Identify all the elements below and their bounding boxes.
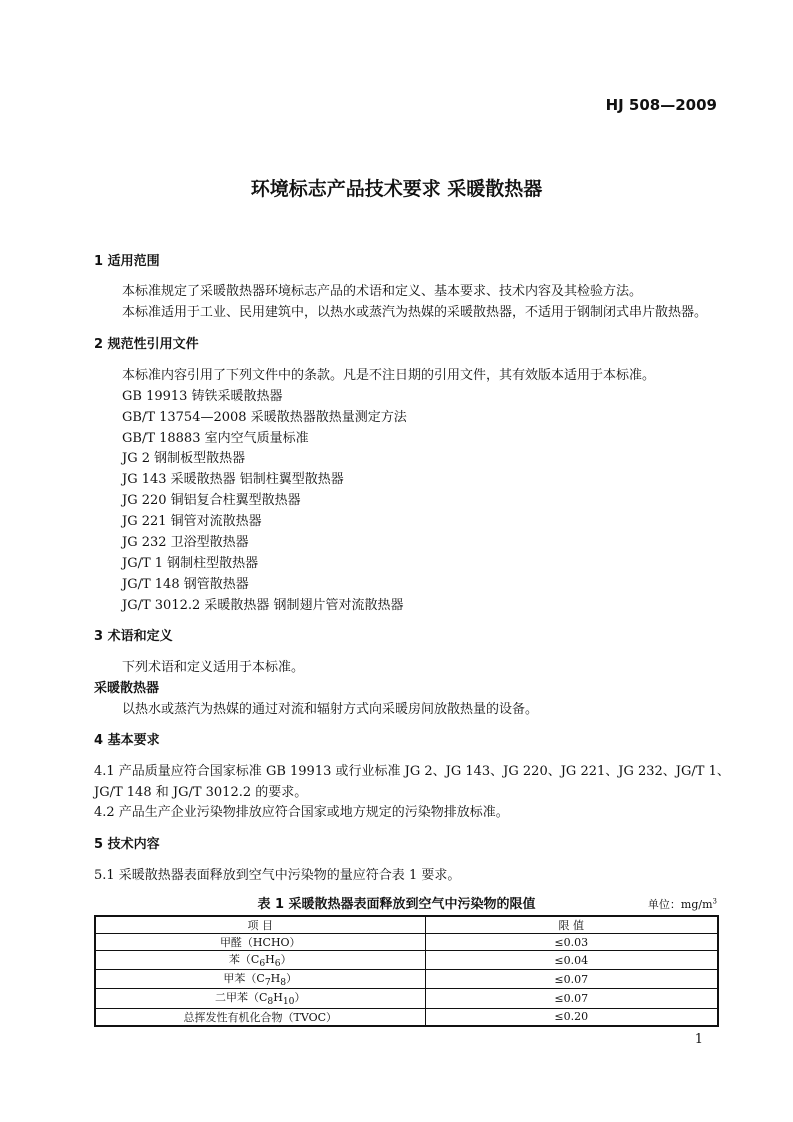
table-caption: 表 1 采暖散热器表面释放到空气中污染物的限值	[257, 897, 536, 912]
limit-value: ≤0.03	[425, 934, 718, 951]
limit-value: ≤0.20	[425, 1008, 718, 1026]
table-row	[95, 970, 718, 989]
limit-value: ≤0.04	[425, 951, 718, 970]
pollutant-name: 总挥发性有机化合物（TVOC）	[95, 1008, 425, 1026]
term-label: 采暖散热器	[94, 681, 160, 696]
reference-item: JG/T 148 钢管散热器	[122, 577, 249, 592]
clause-5-1: 5.1 采暖散热器表面释放到空气中污染物的量应符合表 1 要求。	[94, 868, 461, 883]
table-row	[95, 1008, 718, 1026]
reference-item: JG 143 采暖散热器 铝制柱翼型散热器	[122, 472, 344, 487]
document-code: HJ 508—2009	[605, 96, 717, 114]
section-1-paragraph-1: 本标准规定了采暖散热器环境标志产品的术语和定义、基本要求、技术内容及其检验方法。	[122, 284, 643, 299]
clause-4-1-line-1: 4.1 产品质量应符合国家标准 GB 19913 或行业标准 JG 2、JG 143、JG 220、JG 221、JG 232、JG/T 1、	[94, 764, 730, 779]
page-title: 环境标志产品技术要求 采暖散热器	[250, 178, 543, 200]
table-header-row	[95, 916, 718, 934]
table-unit: 单位：$mg/m^3$	[647, 897, 717, 911]
section-1-paragraph-2: 本标准适用于工业、民用建筑中，以热水或蒸汽为热媒的采暖散热器，不适用于钢制闭式串片散热器。	[122, 305, 708, 320]
reference-item: JG 2 钢制板型散热器	[122, 451, 246, 466]
reference-item: JG 220 铜铝复合柱翼型散热器	[122, 493, 301, 508]
reference-item: GB 19913 铸铁采暖散热器	[122, 389, 283, 404]
pollutant-limits-table	[94, 915, 719, 1027]
section-1-heading: 1 适用范围	[94, 254, 160, 269]
pollutant-name: 甲苯$(C_7H_8)$	[95, 970, 425, 989]
clause-4-1-line-2: JG/T 148 和 JG/T 3012.2 的要求。	[94, 785, 308, 800]
table-row	[95, 989, 718, 1008]
section-4-heading: 4 基本要求	[94, 733, 160, 748]
column-header-item: 项 目	[95, 916, 425, 934]
section-2-intro: 本标准内容引用了下列文件中的条款。凡是不注日期的引用文件，其有效版本适用于本标准。	[122, 368, 656, 383]
section-3-intro: 下列术语和定义适用于本标准。	[122, 660, 305, 675]
pollutant-name: 甲醛（HCHO）	[95, 934, 425, 951]
reference-item: JG 221 铜管对流散热器	[122, 514, 262, 529]
column-header-limit: 限 值	[425, 916, 718, 934]
pollutant-name: 苯$(C_6H_6)$	[95, 951, 425, 970]
section-3-heading: 3 术语和定义	[94, 629, 173, 644]
term-definition: 以热水或蒸汽为热媒的通过对流和辐射方式向采暖房间放散热量的设备。	[122, 702, 539, 717]
table-row	[95, 951, 718, 970]
clause-4-2: 4.2 产品生产企业污染物排放应符合国家或地方规定的污染物排放标准。	[94, 805, 509, 820]
reference-item: JG/T 3012.2 采暖散热器 钢制翅片管对流散热器	[122, 598, 404, 613]
pollutant-name: 二甲苯$(C_8H_{10})$	[95, 989, 425, 1008]
reference-item: JG 232 卫浴型散热器	[122, 535, 249, 550]
section-2-heading: 2 规范性引用文件	[94, 337, 199, 352]
table-row	[95, 934, 718, 951]
reference-item: JG/T 1 钢制柱型散热器	[122, 556, 259, 571]
reference-item: GB/T 13754—2008 采暖散热器散热量测定方法	[122, 410, 407, 425]
limit-value: ≤0.07	[425, 989, 718, 1008]
limit-value: ≤0.07	[425, 970, 718, 989]
reference-item: GB/T 18883 室内空气质量标准	[122, 431, 309, 446]
page-number: 1	[694, 1032, 703, 1047]
section-5-heading: 5 技术内容	[94, 837, 160, 852]
